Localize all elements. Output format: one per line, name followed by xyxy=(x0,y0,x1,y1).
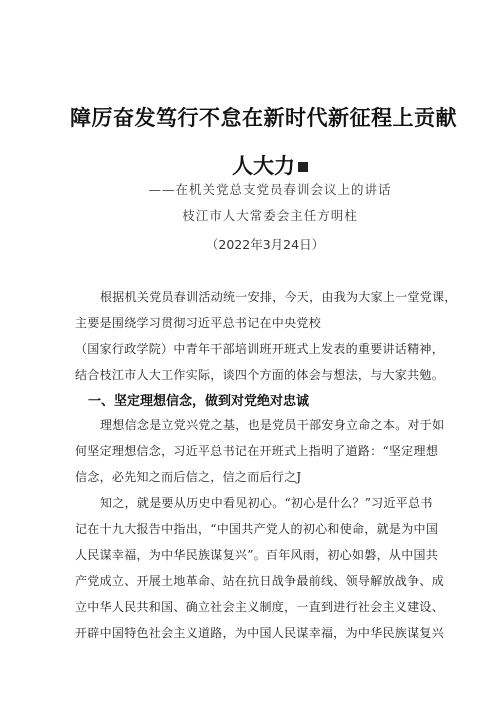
square-mark-icon xyxy=(298,162,308,172)
paragraph-line: 主要是围绕学习贯彻习近平总书记在中央党校 xyxy=(75,316,322,330)
document-date: （2022年3月24日） xyxy=(205,237,325,252)
document-title-text: 人大力 xyxy=(232,154,295,178)
paragraph-line: 记在十九大报告中指出，“中国共产党人的初心和使命，就是为中国 xyxy=(75,522,439,536)
section-heading: 一、坚定理想信念，做到对党绝对忠诚 xyxy=(88,394,310,409)
paragraph-line: 理想信念是立党兴党之基，也是党员干部安身立命之本。对于如 xyxy=(100,418,445,432)
document-subtitle: ——在机关党总支党员春训会议上的讲话 xyxy=(148,182,392,197)
document-author: 枝江市人大常委会主任方明柱 xyxy=(182,208,358,223)
paragraph-line: 知之，就是要从历史中看见初心。“初心是什么？”习近平总书 xyxy=(100,496,433,510)
paragraph-line: 根据机关党员春训活动统一安排，今天，由我为大家上一堂党课， xyxy=(100,290,457,304)
paragraph-line: 人民谋幸福，为中华民族谋复兴”。百年风雨，初心如磐，从中国共 xyxy=(75,548,439,562)
paragraph-line: 开辟中国特色社会主义道路，为中国人民谋幸福，为中华民族谋复兴 xyxy=(75,626,445,640)
document-title-line-2 xyxy=(0,150,500,180)
paragraph-line: （国家行政学院）中青年干部培训班开班式上发表的重要讲话精神， xyxy=(75,342,445,356)
document-title-line-1: 障厉奋发笃行不怠在新时代新征程上贡献 xyxy=(70,106,457,130)
paragraph-line: 立中华人民共和国、确立社会主义制度，一直到进行社会主义建设、 xyxy=(75,600,445,614)
paragraph-line: 产党成立、开展土地革命、站在抗日战争最前线、领导解放战争、成 xyxy=(75,574,445,588)
paragraph-line: 何坚定理想信念，习近平总书记在开班式上指明了道路：“坚定理想 xyxy=(75,444,439,458)
paragraph-line: 信念，必先知之而后信之，信之而后行之J xyxy=(75,470,302,484)
paragraph-line: 结合枝江市人大工作实际，谈四个方面的体会与想法，与大家共勉。 xyxy=(75,368,445,382)
